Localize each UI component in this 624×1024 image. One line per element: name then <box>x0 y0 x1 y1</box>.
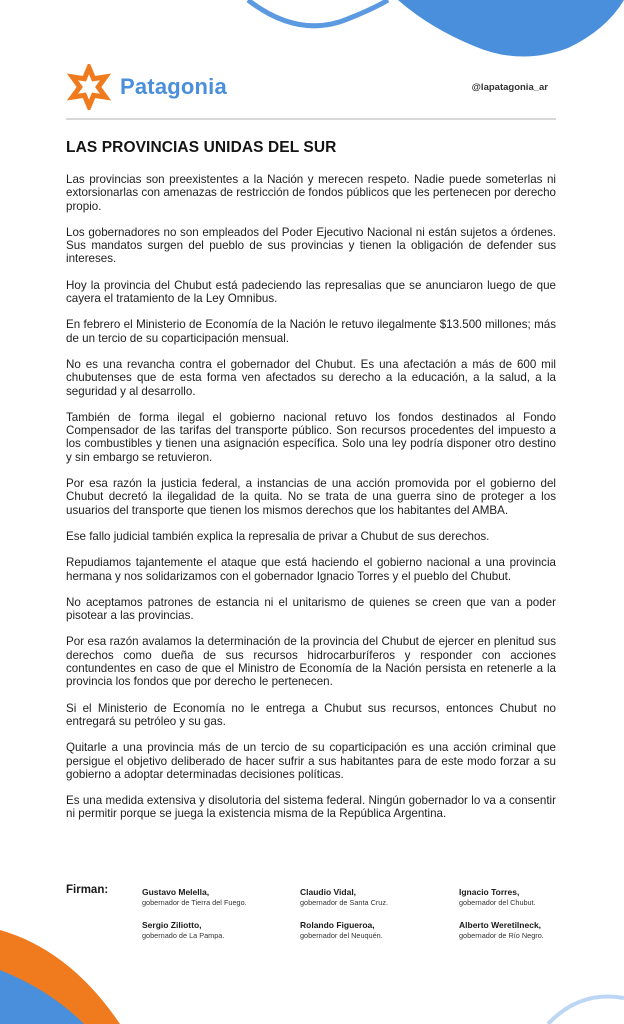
social-handle: @lapatagonia_ar <box>471 82 548 93</box>
signer-name: Ignacio Torres, <box>459 887 520 897</box>
paragraph: Es una medida extensiva y disolutoria del sistema federal. Ningún gobernador lo va a consentir ni permitir porque se juega la existencia misma de la República Argentina. <box>66 794 556 821</box>
document-body <box>66 173 556 834</box>
signer <box>300 887 440 908</box>
signer-role: gobernador de Río Negro. <box>459 931 544 940</box>
paragraph: No aceptamos patrones de estancia ni el unitarismo de quienes se creen que van a poder pisotear a las provincias. <box>66 595 556 623</box>
orange-star-icon <box>66 64 112 110</box>
signer-role: gobernador de Santa Cruz. <box>300 898 389 907</box>
paragraph: En febrero el Ministerio de Economía de la Nación le retuvo ilegalmente $13.500 millones; más de un tercio de su coparticipación mensual. <box>66 318 556 345</box>
signer <box>459 920 566 941</box>
signer-role: gobernador del Chubut. <box>459 898 536 907</box>
signer-role: gobernador del Neuquén. <box>300 931 383 940</box>
signer <box>142 887 282 908</box>
patagonia-logo <box>66 64 227 110</box>
signature-block <box>66 884 566 948</box>
paragraph: Quitarle a una provincia más de un tercio de su coparticipación es una acción criminal que persigue el objetivo deliberado de hacer sufrir a sus habitantes para de este modo forzar a su gobierno a adoptar determinadas decisiones políticas. <box>66 741 556 781</box>
paragraph: Repudiamos tajantemente el ataque que está haciendo el gobierno nacional a una provincia hermana y nos solidarizamos con el gobernador Ignacio Torres y el pueblo del Chubut. <box>66 556 556 583</box>
signer <box>142 920 282 941</box>
paragraph: No es una revancha contra el gobernador del Chubut. Es una afectación a más de 600 mil chubutenses que de esta forma ven afectados su derecho a la educación, a la salud, a la seguridad y al desarrollo. <box>66 357 556 398</box>
top-blue-wave-shape <box>398 0 624 57</box>
signatures-label: Firman: <box>66 884 109 896</box>
signer-role: gobernador de Tierra del Fuego. <box>142 898 247 907</box>
document-title: LAS PROVINCIAS UNIDAS DEL SUR <box>66 139 337 156</box>
logo-wordmark: Patagonia <box>120 74 227 99</box>
paragraph: También de forma ilegal el gobierno nacional retuvo los fondos destinados al Fondo Compensador de las tarifas del transporte público. Son recursos procedentes del impuesto a los combustibles y tienen una asignación específica. Solo una ley podría disponer otro destino y sin embargo se retuvieron. <box>66 410 556 464</box>
paragraph: Hoy la provincia del Chubut está padeciendo las represalias que se anunciaron luego de que cayera el tratamiento de la Ley Omnibus. <box>66 278 556 306</box>
signer-name: Rolando Figueroa, <box>300 920 375 930</box>
signer-name: Sergio Ziliotto, <box>142 920 202 930</box>
paragraph: Por esa razón la justicia federal, a instancias de una acción promovida por el gobierno del Chubut decretó la ilegalidad de la quita. No se trata de una guerra sino de proteger a los usuarios del transporte que tienen los mismos derechos que los habitantes del AMBA. <box>66 477 556 517</box>
signer <box>300 920 440 941</box>
bottom-blue-wave-shape <box>0 970 84 1024</box>
signer-name: Claudio Vidal, <box>300 887 357 897</box>
signer <box>459 887 566 908</box>
paragraph: Las provincias son preexistentes a la Nación y merecen respeto. Nadie puede someterlas ni extorsionarlas con amenazas de restricción de fondos públicos que les pertenecen por derecho propio. <box>66 173 556 213</box>
signer-name: Alberto Weretilneck, <box>459 920 542 930</box>
paragraph: Por esa razón avalamos la determinación de la provincia del Chubut de ejercer en plenitud sus derechos como dueña de sus recursos hidrocarburíferos y responder con acciones contundentes en caso de que el Ministro de Economía de la Nación persista en retenerle a la provincia los fondos que por derecho le pertenecen. <box>66 635 556 689</box>
paragraph: Si el Ministerio de Economía no le entrega a Chubut sus recursos, entonces Chubut no entregará su petróleo y su gas. <box>66 701 556 728</box>
signer-name: Gustavo Melella, <box>142 887 210 897</box>
paragraph: Ese fallo judicial también explica la represalia de privar a Chubut de sus derechos. <box>66 529 490 543</box>
signer-role: gobernado de La Pampa. <box>142 931 225 940</box>
bottom-right-arc-outline <box>548 996 624 1024</box>
letterhead <box>66 60 556 120</box>
paragraph: Los gobernadores no son empleados del Poder Ejecutivo Nacional ni están sujetos a órdenes. Sus mandatos surgen del pueblo de sus provincias y tienen la obligación de defender sus intereses. <box>66 225 556 266</box>
top-blue-arc-outline <box>248 0 388 26</box>
